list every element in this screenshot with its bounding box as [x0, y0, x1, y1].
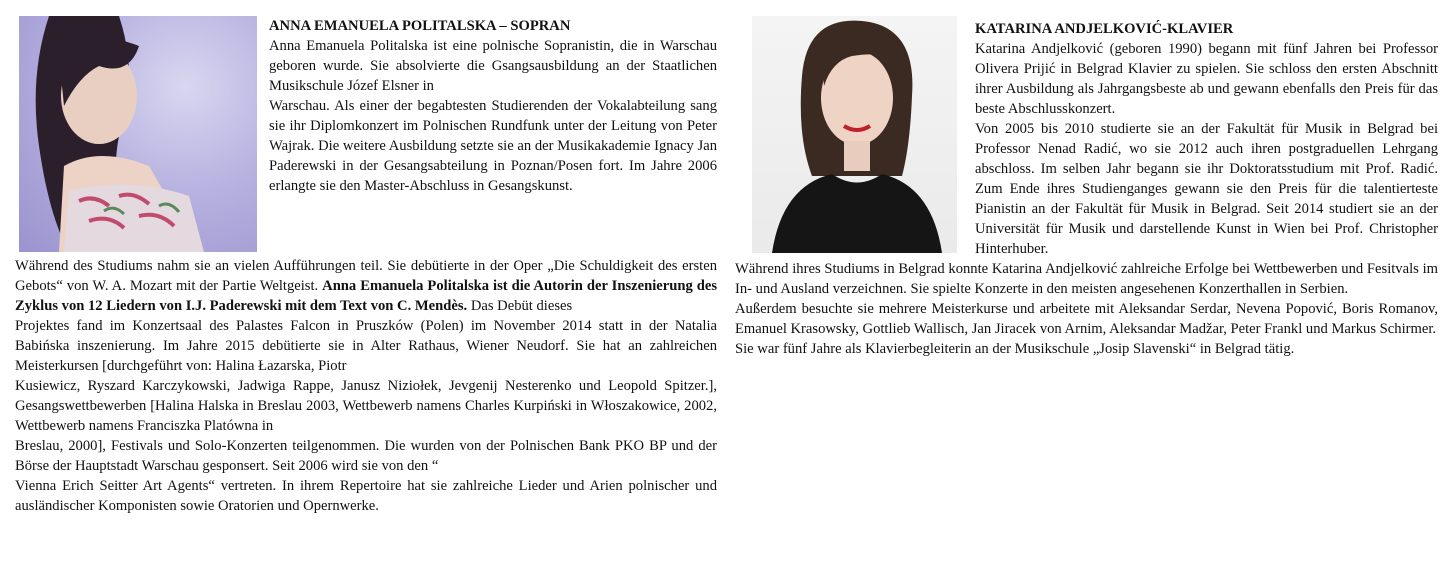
portrait-photo-andjelkovic [752, 16, 957, 253]
politalska-paragraph-5: Kusiewicz, Ryszard Karczykowski, Jadwiga Rappe, Janusz Niziołek, Jevgenij Nesterenko und Leopold Spitzer.], Gesangswettbewerben [Halina Halska in Breslau 2003, Wettbewerb namens Charles Kurpiński in Włoszakowice, 2002, Wettbewerb namens Franciszka Platówna in [15, 378, 717, 434]
andjelkovic-paragraph-4: Außerdem besuchte sie mehrere Meisterkurse und arbeitete mit Aleksandar Serdar, Nevena Popović, Boris Romanov, Emanuel Krasowsky, Gottlieb Wallisch, Jan Jiracek von Arnim, Aleksandar Madžar, Peter Frankl und Markus Schirmer. [735, 301, 1438, 337]
politalska-paragraph-3 [15, 256, 717, 316]
andjelkovic-paragraph-5: Sie war fünf Jahre als Klavierbegleiterin an der Musikschule „Josip Slavenski“ in Belgrad tätig. [735, 341, 1295, 357]
politalska-paragraph-4: Projektes fand im Konzertsaal des Palastes Falcon in Pruszków (Polen) im November 2014 statt in der Natalia Babińska inszenierung. Im Jahre 2015 debütierte sie in Alter Rathaus, Wiener Neudorf. Sie hat an zahlreichen Meisterkursen [durchgeführt von: Halina Łazarska, Piotr [15, 318, 717, 374]
politalska-heading: ANNA EMANUELA POLITALSKA – SOPRAN [269, 18, 571, 34]
politalska-bio [15, 16, 717, 516]
politalska-paragraph-7: Vienna Erich Seitter Art Agents“ vertreten. In ihrem Repertoire hat sie zahlreiche Lieder und Arien polnischer und ausländischer Komponisten sowie Oratorien und Opernwerke. [15, 478, 717, 514]
portrait-photo-politalska [19, 16, 257, 252]
politalska-paragraph-3-bold: Anna Emanuela Politalska ist die Autorin der Inszenierung des Zyklus von 12 Liedern von I.J. Paderewski mit dem Text von C. Mendès. [15, 278, 717, 314]
politalska-paragraph-3-tail: Das Debüt dieses [467, 298, 573, 314]
andjelkovic-paragraph-3: Während ihres Studiums in Belgrad konnte Katarina Andjelković zahlreiche Erfolge bei Wettbewerben und Fesitvals im In- und Ausland verzeichnen. Sie spielte Konzerte in den meisten angesehenen Konzerthallen in Serbien. [735, 261, 1438, 297]
andjelkovic-bio [735, 16, 1438, 359]
politalska-paragraph-6: Breslau, 2000], Festivals und Solo-Konzerten teilgenommen. Die wurden von der Polnischen Bank PKO BP und der Börse der Hauptstadt Warschau gesponsert. Seit 2006 wird sie von den “ [15, 438, 717, 474]
andjelkovic-heading: KATARINA ANDJELKOVIĆ-KLAVIER [975, 21, 1234, 37]
andjelkovic-paragraph-1: Katarina Andjelković (geboren 1990) begann mit fünf Jahren bei Professor Olivera Prijić in Belgrad Klavier zu spielen. Sie schloss den ersten Abschnitt ihrer Ausbildung als Jahrgangsbeste ab und gewann ebenfalls den Preis für das beste Abschlusskonzert. [975, 41, 1438, 117]
politalska-paragraph-3-text: Während des Studiums nahm sie an vielen Aufführungen teil. Sie debütierte in der Oper „Die Schuldigkeit des ersten Gebots“ von W. A. Mozart mit der Partie Weltgeist. [15, 258, 717, 294]
politalska-paragraph-1: Anna Emanuela Politalska ist eine polnische Sopranistin, die in Warschau geboren wurde. Sie absolvierte die Gsangsausbildung an der Staatlichen Musikschule Józef Elsner in [269, 38, 717, 94]
andjelkovic-paragraph-2: Von 2005 bis 2010 studierte sie an der Fakultät für Musik in Belgrad bei Professor Nenad Radić, wo sie 2012 auch ihren postgraduellen Lehrgang abschloss. Im selben Jahr begann sie ihr Doktoratsstudium mit Prof. Radić. Zum Ende ihres Studienganges gewann sie den Preis für die talentierteste Pianistin an der Fakultät für Musik in Belgrad. Seit 2014 studiert sie an der Universität für Musik und darstellende Kunst in Wien bei Prof. Christopher Hinterhuber. [975, 121, 1438, 257]
politalska-paragraph-2: Warschau. Als einer der begabtesten Studierenden der Vokalabteilung sang sie ihr Diplomkonzert im Polnischen Rundfunk unter der Leitung von Peter Wajrak. Die weitere Ausbildung setzte sie an der Musikakademie Ignacy Jan Paderewski in der Gesangsabteilung in Poznan/Posen fort. Im Jahre 2006 erlangte sie den Master-Abschluss in Gesangskunst. [269, 98, 717, 194]
